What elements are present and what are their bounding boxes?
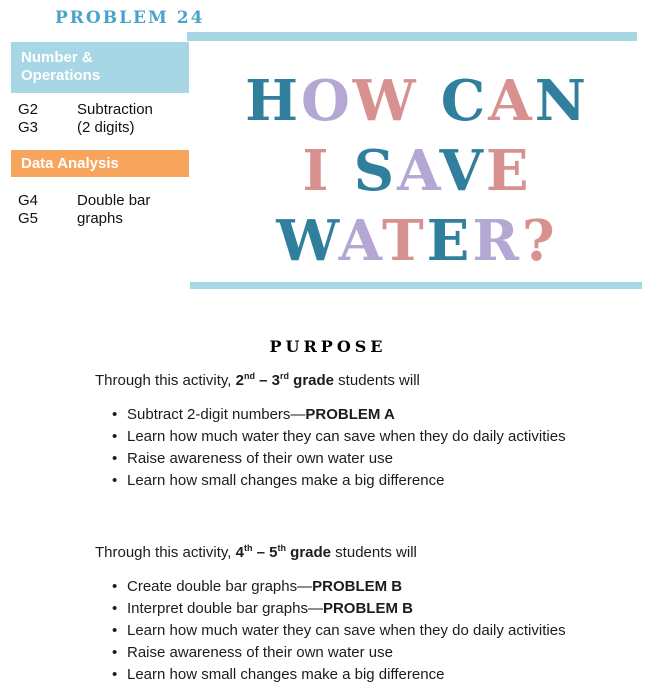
- bullet-bold-text: PROBLEM B: [312, 578, 403, 595]
- intro-text: students will: [334, 372, 420, 389]
- grade-word: grade: [286, 544, 332, 561]
- grade-to-ordinal: th: [277, 543, 286, 553]
- title-letter: S: [353, 138, 398, 204]
- bullet-item: [112, 426, 625, 448]
- standard-box-data-analysis: [11, 150, 189, 177]
- bullet-text: Raise awareness of their own water use: [127, 644, 393, 661]
- grade-to: 3: [271, 372, 280, 389]
- topic-label: graphs: [77, 210, 123, 227]
- title-letter: R: [472, 208, 522, 274]
- purpose-section: [95, 370, 625, 492]
- bullet-item: [112, 664, 625, 686]
- intro-text: students will: [331, 544, 417, 561]
- grade-range: [236, 372, 334, 389]
- title-letter: A: [338, 208, 382, 274]
- bullet-text: Learn how small changes make a big difference: [127, 472, 445, 489]
- title-letter: A: [488, 68, 535, 134]
- title-letter: O: [301, 68, 353, 134]
- section-intro: [95, 542, 625, 564]
- standard-box-line: Data Analysis: [21, 155, 119, 172]
- grade-label: G2: [18, 101, 39, 118]
- bullet-text: Interpret double bar graphs—: [127, 600, 323, 617]
- bullet-item: [112, 576, 625, 598]
- grade-from: 4: [235, 544, 244, 561]
- topic-label: Subtraction: [77, 101, 153, 118]
- bullet-text: Learn how much water they can save when they do daily activities: [127, 622, 566, 639]
- standard-box-number-operations: [11, 42, 189, 93]
- grade-to: 5: [269, 544, 278, 561]
- bullet-list: [95, 576, 625, 686]
- bullet-item: [112, 598, 625, 620]
- grade-word: grade: [289, 372, 335, 389]
- title: [186, 66, 648, 276]
- grade-dash: –: [254, 372, 272, 389]
- bullet-list: [95, 404, 625, 492]
- grade-from: 2: [235, 372, 244, 389]
- bullet-item: [112, 448, 625, 470]
- intro-text: Through this activity,: [95, 372, 236, 389]
- title-letter: I: [302, 138, 332, 204]
- title-letter: W: [352, 68, 419, 134]
- problem-number-label: PROBLEM 24: [55, 8, 205, 28]
- grade-labels: [18, 101, 77, 137]
- grade-label: G3: [18, 119, 39, 136]
- bullet-bold-text: PROBLEM B: [322, 600, 413, 617]
- title-line: [186, 66, 648, 136]
- title-letter: V: [439, 138, 486, 204]
- title-line: [186, 136, 648, 206]
- title-letter: W: [276, 208, 339, 274]
- grade-labels: [18, 192, 77, 228]
- purpose-heading: PURPOSE: [269, 337, 387, 356]
- title-letter: N: [534, 68, 589, 134]
- bullet-bold-text: PROBLEM A: [305, 406, 395, 423]
- title-letter: ?: [521, 208, 558, 274]
- grade-to-ordinal: rd: [280, 371, 289, 381]
- intro-text: Through this activity,: [95, 544, 236, 561]
- grade-from-ordinal: th: [243, 543, 253, 553]
- grade-label: G5: [18, 210, 39, 227]
- section-intro: [95, 370, 625, 392]
- bullet-text: Learn how small changes make a big difference: [127, 666, 445, 683]
- topic-label: Double bar: [77, 192, 151, 209]
- title-letter: C: [440, 68, 489, 134]
- standard-box-line: Number &: [21, 49, 93, 66]
- bullet-item: [112, 642, 625, 664]
- title-letter: E: [426, 208, 473, 274]
- bullet-item: [112, 470, 625, 492]
- top-rule: [187, 32, 637, 41]
- grade-row-subtraction: [18, 101, 188, 137]
- bullet-text: Create double bar graphs—: [127, 578, 313, 595]
- standard-box-line: Operations: [21, 67, 101, 84]
- title-letter: E: [485, 138, 532, 204]
- title-letter: H: [245, 68, 302, 134]
- grade-dash: –: [252, 544, 270, 561]
- title-rule: [190, 282, 642, 289]
- title-letter: A: [397, 138, 440, 204]
- bullet-text: Learn how much water they can save when they do daily activities: [127, 428, 566, 445]
- purpose-section: [95, 542, 625, 686]
- bullet-item: [112, 404, 625, 426]
- purpose-sections: [95, 370, 625, 686]
- grade-label: G4: [18, 192, 39, 209]
- grade-from-ordinal: nd: [243, 371, 255, 381]
- title-line: [186, 206, 648, 276]
- grade-row-graphs: [18, 192, 188, 228]
- bullet-text: Subtract 2-digit numbers—: [127, 406, 306, 423]
- bullet-item: [112, 620, 625, 642]
- topic-labels: [77, 101, 188, 137]
- title-letter: T: [381, 208, 427, 274]
- bullet-text: Raise awareness of their own water use: [127, 450, 393, 467]
- topic-labels: [77, 192, 188, 228]
- grade-range: [236, 544, 331, 561]
- topic-label: (2 digits): [77, 119, 135, 136]
